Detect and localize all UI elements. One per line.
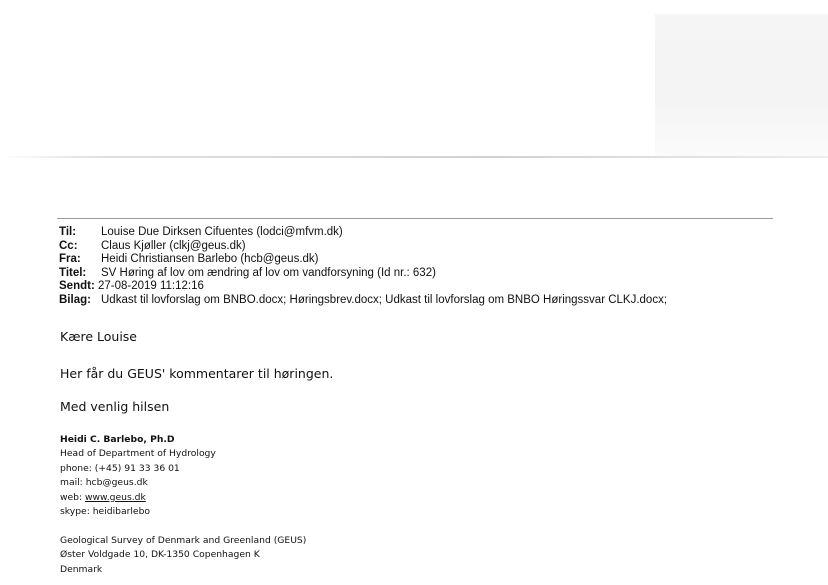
from-label: Fra: xyxy=(59,253,81,266)
signature-phone: phone: (+45) 91 33 36 01 xyxy=(60,462,180,474)
message-text: Her får du GEUS' kommentarer til høringen. xyxy=(60,366,334,381)
sent-label: Sendt: xyxy=(59,280,95,293)
subject-value: SV Høring af lov om ændring af lov om vandforsyning (Id nr.: 632) xyxy=(101,266,436,279)
signature xyxy=(60,433,306,577)
signature-skype: skype: heidibarlebo xyxy=(60,506,151,518)
signature-mail: mail: hcb@geus.dk xyxy=(60,477,148,489)
signature-title: Head of Department of Hydrology xyxy=(60,448,216,460)
attachments-label: Bilag: xyxy=(59,293,91,306)
greeting: Kære Louise xyxy=(60,329,137,344)
signature-web xyxy=(60,491,306,505)
signature-name: Heidi C. Barlebo, Ph.D xyxy=(60,434,175,445)
signature-spacer xyxy=(60,519,306,533)
scan-line xyxy=(0,156,828,158)
header-divider xyxy=(57,218,773,219)
cc-label: Cc: xyxy=(59,239,78,252)
signature-org: Geological Survey of Denmark and Greenland (GEUS) xyxy=(60,534,307,546)
sent-row xyxy=(59,280,667,294)
closing: Med venlig hilsen xyxy=(60,399,170,414)
sent-value: 27-08-2019 11:12:16 xyxy=(94,280,204,293)
signature-address: Øster Voldgade 10, DK-1350 Copenhagen K xyxy=(60,549,260,561)
signature-web-label: web: xyxy=(60,491,86,503)
cc-value: Claus Kjøller (clkj@geus.dk) xyxy=(101,239,246,252)
subject-label: Titel: xyxy=(59,266,87,279)
signature-web-link[interactable]: www.geus.dk xyxy=(85,491,146,503)
from-row xyxy=(59,253,667,267)
to-value: Louise Due Dirksen Cifuentes (lodci@mfvm.dk) xyxy=(101,226,343,238)
to-row xyxy=(59,226,667,240)
email-header xyxy=(59,226,667,308)
from-value: Heidi Christiansen Barlebo (hcb@geus.dk) xyxy=(101,253,319,266)
attachments-value: Udkast til lovforslag om BNBO.docx; Høringsbrev.docx; Udkast til lovforslag om BNBO Høringssvar CLKJ.docx; xyxy=(101,293,668,306)
scan-artifact xyxy=(655,14,828,156)
to-label: Til: xyxy=(59,226,77,238)
subject-row xyxy=(59,267,667,281)
attachments-row xyxy=(59,294,667,308)
signature-country: Denmark xyxy=(60,563,103,575)
cc-row xyxy=(59,240,667,254)
